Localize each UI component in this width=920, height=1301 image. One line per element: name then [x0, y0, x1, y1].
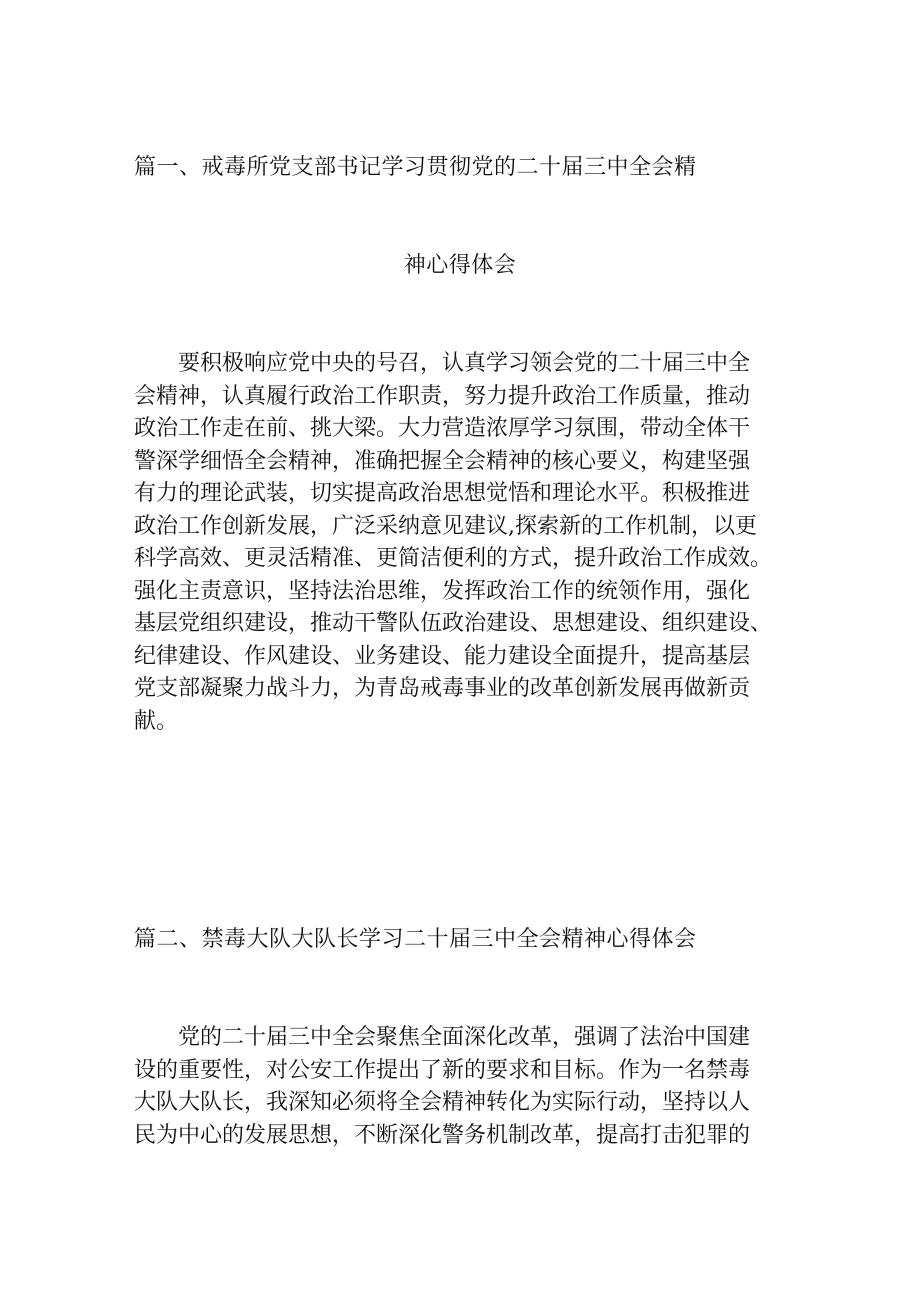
- paragraph-line: 党支部凝聚力战斗力，为青岛戒毒事业的改革创新发展再做新贡: [134, 676, 751, 701]
- paragraph-line: 有力的理论武装，切实提高政治思想觉悟和理论水平。积极推进: [134, 481, 751, 506]
- paragraph-line: 民为中心的发展思想，不断深化警务机制改革，提高打击犯罪的: [134, 1122, 751, 1148]
- article1-title-line1: 篇一、戒毒所党支部书记学习贯彻党的二十届三中全会精: [134, 155, 697, 180]
- paragraph-line: 基层党组织建设，推动干警队伍政治建设、思想建设、组织建设、: [134, 611, 773, 636]
- paragraph-line: 设的重要性，对公安工作提出了新的要求和目标。作为一名禁毒: [134, 1057, 751, 1083]
- article1-title-line2: 神心得体会: [403, 253, 517, 278]
- paragraph-line: 警深学细悟全会精神，准确把握全会精神的核心要义，构建坚强: [134, 448, 751, 474]
- article1-body: [134, 348, 794, 738]
- paragraph-line: 大队大队长，我深知必须将全会精神转化为实际行动，坚持以人: [134, 1090, 751, 1115]
- article2-title: 篇二、禁毒大队大队长学习二十届三中全会精神心得体会: [134, 927, 697, 952]
- article2-body: [134, 1022, 794, 1152]
- paragraph-line: 要积极响应党中央的号召，认真学习领会党的二十届三中全: [178, 351, 751, 376]
- paragraph-line: 会精神，认真履行政治工作职责，努力提升政治工作质量，推动: [134, 383, 751, 409]
- paragraph-line: 政治工作走在前、挑大梁。大力营造浓厚学习氛围，带动全体干: [134, 416, 751, 441]
- paragraph-line: 献。: [134, 708, 179, 734]
- article1-paragraph: [134, 348, 794, 738]
- paragraph-line: 党的二十届三中全会聚焦全面深化改革，强调了法治中国建: [178, 1025, 751, 1050]
- article2-paragraph: [134, 1022, 794, 1152]
- paragraph-line: 政治工作创新发展，广泛采纳意见建议,探索新的工作机制，以更: [134, 513, 757, 539]
- paragraph-line: 纪律建设、作风建设、业务建设、能力建设全面提升，提高基层: [134, 643, 751, 669]
- paragraph-line: 强化主责意识，坚持法治思维，发挥政治工作的统领作用，强化: [134, 578, 751, 604]
- paragraph-line: 科学高效、更灵活精准、更简洁便利的方式，提升政治工作成效。: [134, 546, 773, 571]
